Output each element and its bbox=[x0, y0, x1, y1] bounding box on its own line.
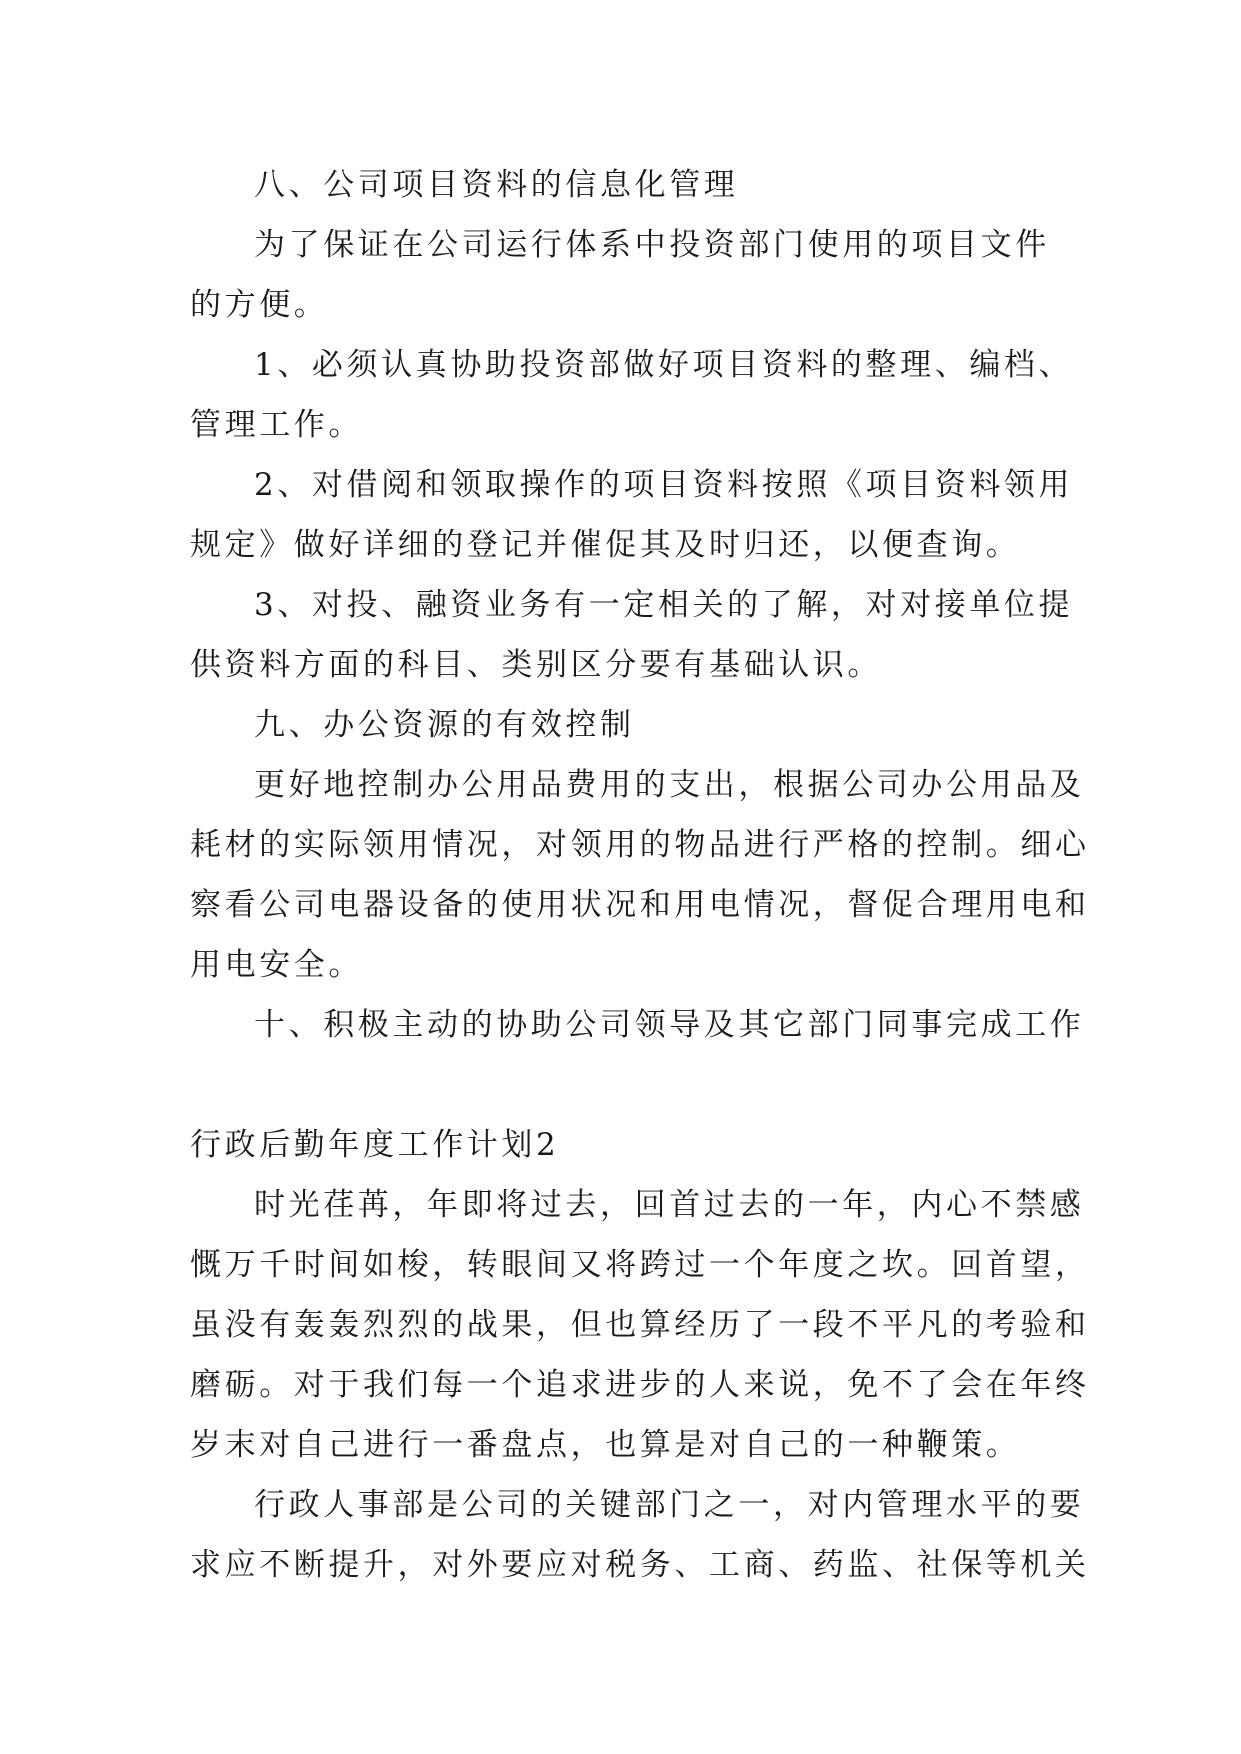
paragraph-line: 供资料方面的科目、类别区分要有基础认识。 bbox=[190, 647, 882, 683]
paragraph-line: 更好地控制办公用品费用的支出，根据公司办公用品及 bbox=[254, 767, 1085, 803]
section-heading-9: 九、办公资源的有效控制 bbox=[254, 707, 635, 743]
paragraph-line: 慨万千时间如梭，转眼间又将跨过一个年度之坎。回首望， bbox=[190, 1247, 1090, 1283]
document-title: 行政后勤年度工作计划2 bbox=[190, 1127, 560, 1163]
paragraph-line: 管理工作。 bbox=[190, 407, 363, 443]
paragraph-line: 的方便。 bbox=[190, 287, 329, 323]
paragraph-line: 为了保证在公司运行体系中投资部门使用的项目文件 bbox=[254, 227, 1050, 263]
paragraph-line: 用电安全。 bbox=[190, 947, 363, 983]
list-item-1: 1、必须认真协助投资部做好项目资料的整理、编档、 bbox=[254, 347, 1074, 383]
paragraph-line: 求应不断提升，对外要应对税务、工商、药监、社保等机关 bbox=[190, 1547, 1090, 1583]
paragraph-line: 规定》做好详细的登记并催促其及时归还，以便查询。 bbox=[190, 527, 1021, 563]
paragraph-line: 虽没有轰轰烈烈的战果，但也算经历了一段不平凡的考验和 bbox=[190, 1307, 1090, 1343]
list-item-3: 3、对投、融资业务有一定相关的了解，对对接单位提 bbox=[254, 587, 1074, 623]
paragraph-line: 耗材的实际领用情况，对领用的物品进行严格的控制。细心 bbox=[190, 827, 1090, 863]
paragraph-line: 察看公司电器设备的使用状况和用电情况，督促合理用电和 bbox=[190, 887, 1090, 923]
paragraph-line: 时光荏苒，年即将过去，回首过去的一年，内心不禁感 bbox=[254, 1187, 1085, 1223]
section-heading-8: 八、公司项目资料的信息化管理 bbox=[254, 167, 739, 203]
document-body bbox=[190, 155, 1090, 1595]
paragraph-line: 岁末对自己进行一番盘点，也算是对自己的一种鞭策。 bbox=[190, 1427, 1021, 1463]
paragraph-line: 行政人事部是公司的关键部门之一，对内管理水平的要 bbox=[254, 1487, 1085, 1523]
paragraph-line: 磨砺。对于我们每一个追求进步的人来说，免不了会在年终 bbox=[190, 1367, 1090, 1403]
list-item-2: 2、对借阅和领取操作的项目资料按照《项目资料领用 bbox=[254, 467, 1074, 503]
section-gap bbox=[190, 1055, 1050, 1115]
section-heading-10: 十、积极主动的协助公司领导及其它部门同事完成工作 bbox=[254, 1007, 1085, 1043]
